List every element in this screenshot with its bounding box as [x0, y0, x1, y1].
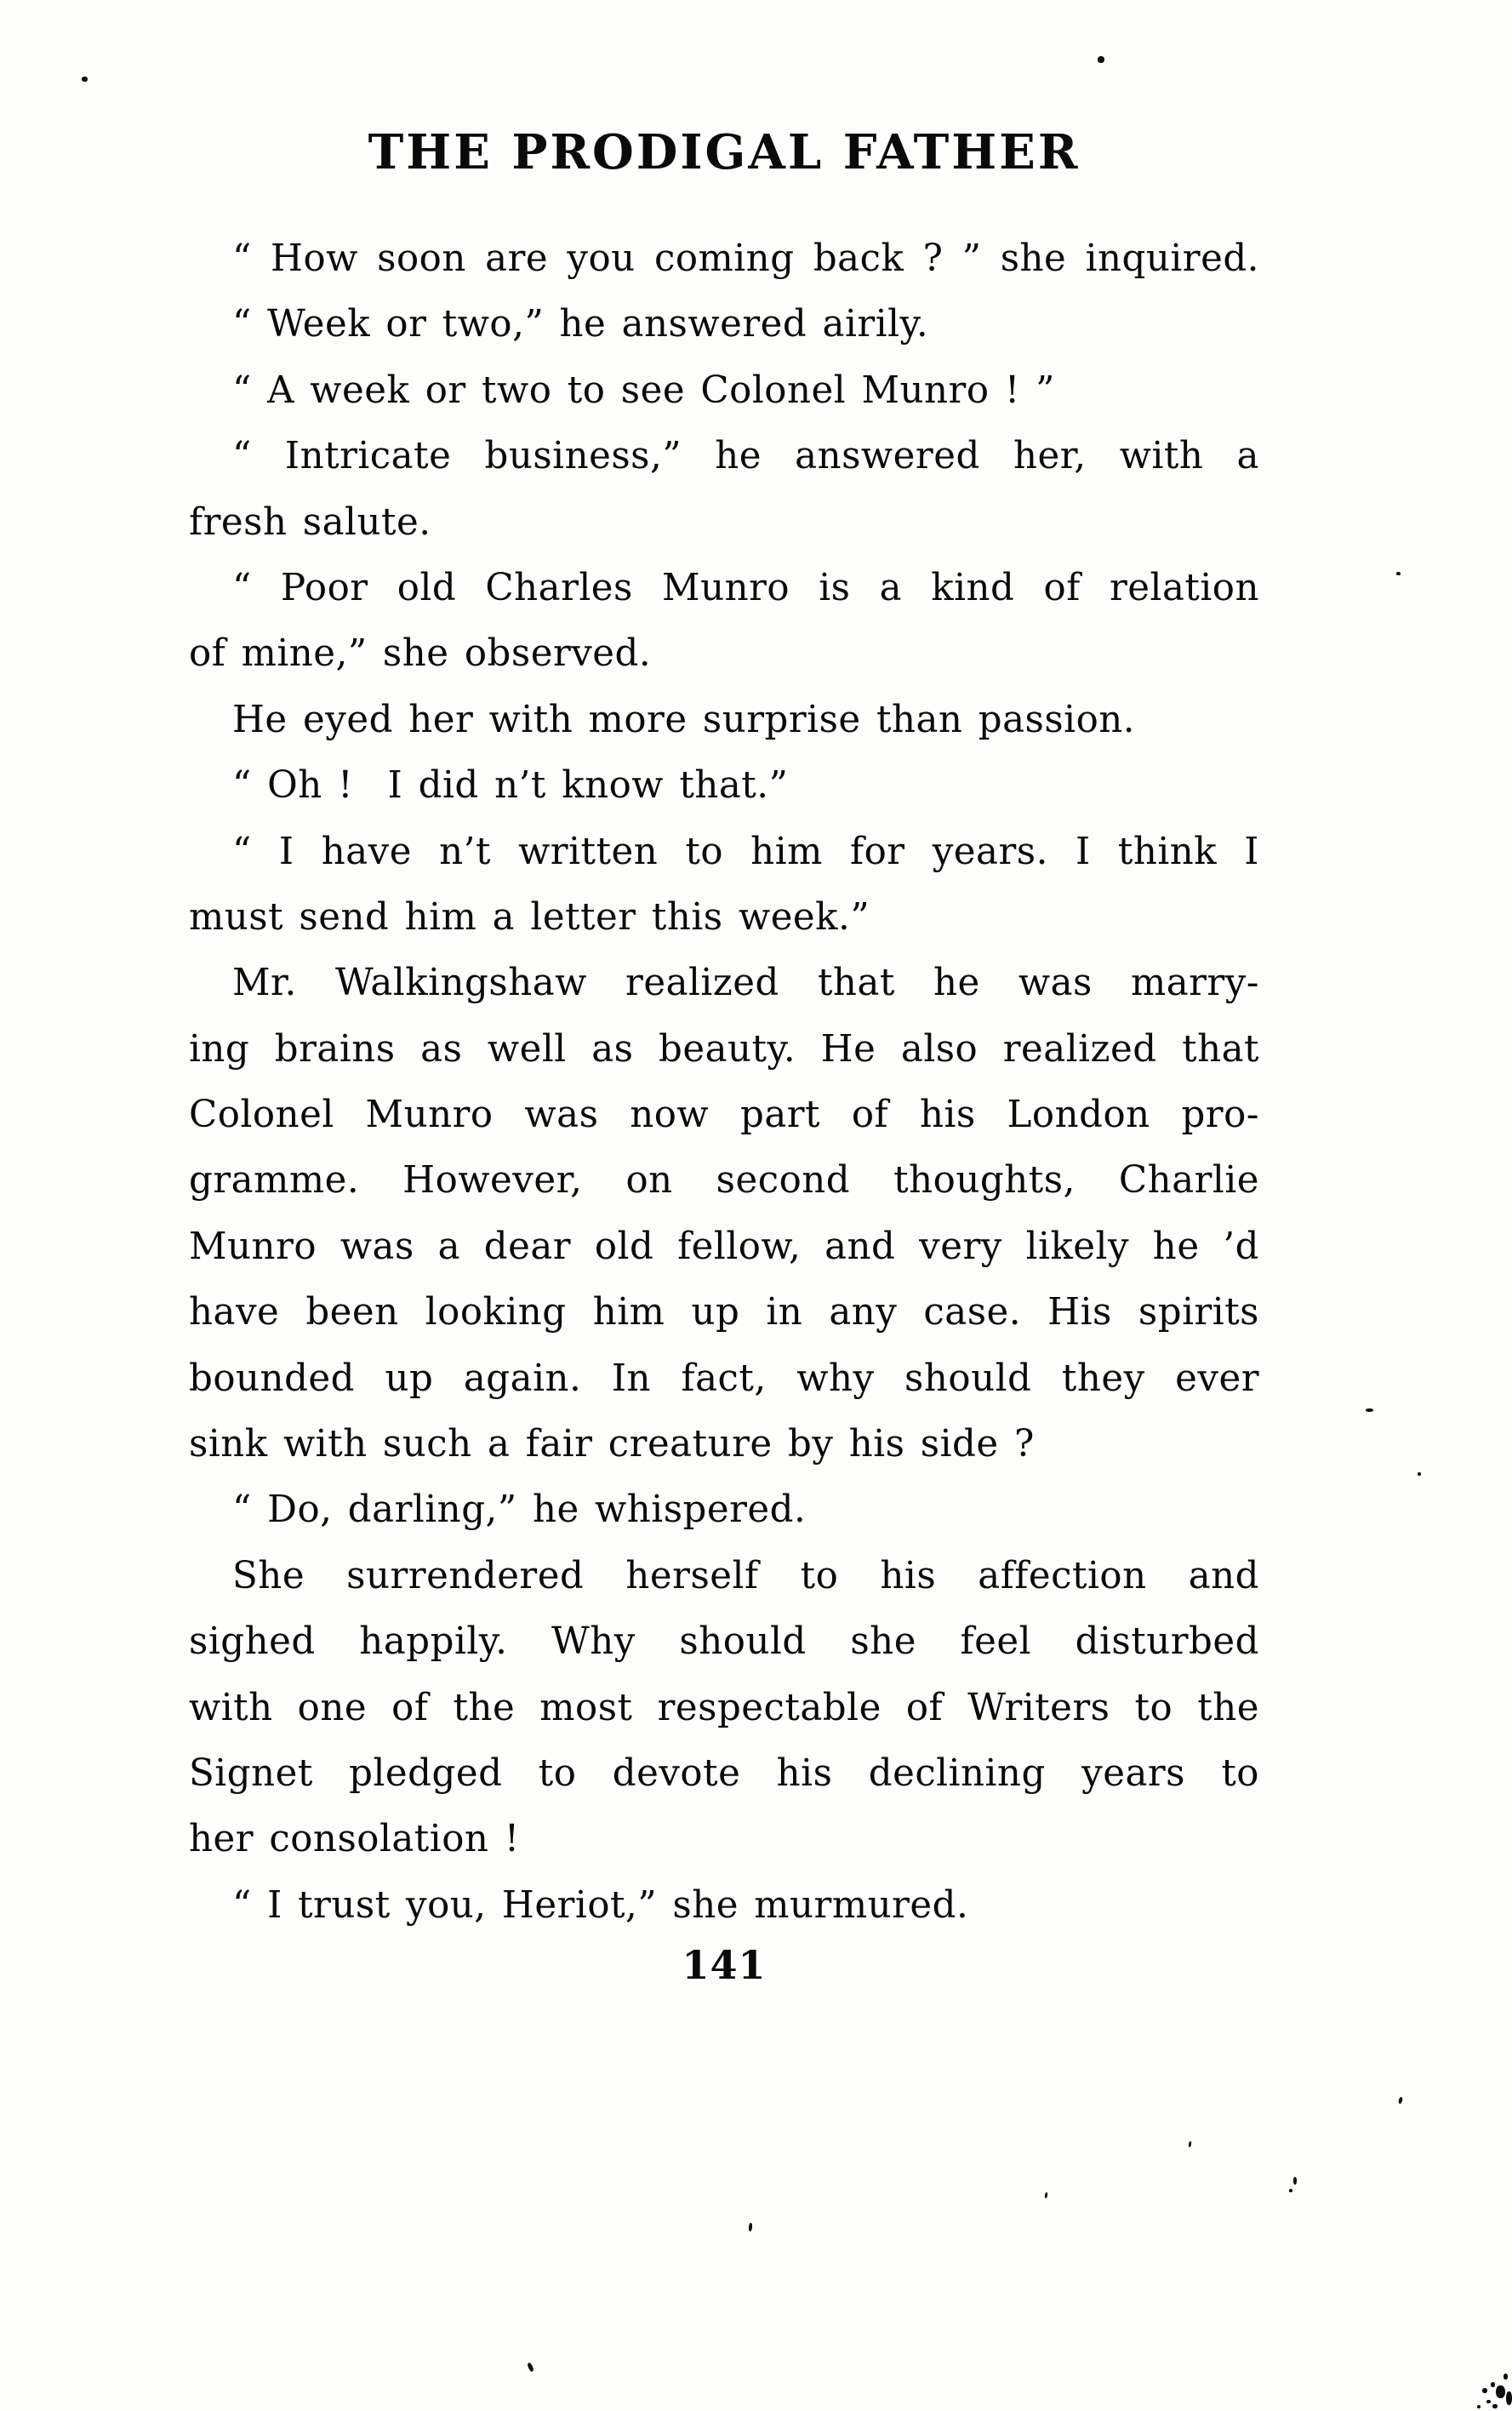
ink-speck	[1098, 56, 1104, 63]
ink-speck	[1293, 2177, 1297, 2185]
ink-speck	[1366, 1408, 1373, 1412]
text-line: her consolation !	[189, 1818, 520, 1861]
ink-speck	[1486, 2400, 1491, 2403]
ink-speck	[527, 2362, 534, 2372]
ink-speck	[1396, 572, 1401, 575]
ink-speck	[1477, 2405, 1481, 2408]
text-line: “ Oh ! I did n’t know that.”	[232, 764, 789, 808]
ink-speck	[1188, 2141, 1191, 2147]
text-line: “ I trust you, Heriot,” she murmured.	[232, 1883, 969, 1927]
page-title: THE PRODIGAL FATHER	[368, 124, 1081, 180]
text-line: “ How soon are you coming back ? ” she inquired.	[232, 237, 1259, 280]
text-line: “ A week or two to see Colonel Munro ! ”	[232, 369, 1055, 412]
page-number: 141	[682, 1942, 767, 1988]
text-line: Munro was a dear old fellow, and very likely he ’d	[189, 1225, 1259, 1268]
text-line: must send him a letter this week.”	[189, 895, 870, 939]
text-line: have been looking him up in any case. His spirits	[189, 1291, 1259, 1334]
text-line: sink with such a fair creature by his side ?	[189, 1423, 1035, 1466]
text-line: of mine,” she observed.	[189, 632, 652, 676]
ink-speck	[749, 2223, 753, 2231]
ink-speck	[1503, 2374, 1508, 2380]
text-line: fresh salute.	[189, 500, 431, 544]
ink-speck	[1492, 2404, 1498, 2408]
ink-speck	[1398, 2097, 1403, 2105]
text-line: He eyed her with more surprise than passion.	[232, 698, 1136, 741]
ink-speck	[1506, 2391, 1512, 2405]
ink-speck	[1491, 2382, 1495, 2387]
text-line: “ Do, darling,” he whispered.	[232, 1488, 807, 1532]
text-line: bounded up again. In fact, why should they ever	[189, 1357, 1259, 1400]
text-line: “ Intricate business,” he answered her, with a	[232, 435, 1259, 478]
text-line: Mr. Walkingshaw realized that he was marry-	[232, 962, 1259, 1005]
ink-speck	[1496, 2385, 1505, 2398]
text-line: She surrendered herself to his affection and	[232, 1554, 1259, 1597]
text-line: with one of the most respectable of Writers to the	[189, 1686, 1259, 1729]
text-line: sighed happily. Why should she feel disturbed	[189, 1620, 1259, 1664]
text-line: ing brains as well as beauty. He also realized that	[189, 1027, 1259, 1071]
ink-speck	[1044, 2192, 1047, 2198]
text-block	[189, 226, 1259, 1939]
text-line: gramme. However, on second thoughts, Charlie	[189, 1159, 1259, 1203]
text-line: Colonel Munro was now part of his London pro-	[189, 1094, 1259, 1137]
ink-speck	[1418, 1472, 1421, 1476]
text-line: “ Week or two,” he answered airily.	[232, 303, 929, 346]
text-line: Signet pledged to devote his declining years to	[189, 1751, 1259, 1795]
ink-speck	[82, 77, 88, 82]
text-line: “ I have n’t written to him for years. I think I	[232, 830, 1259, 873]
text-line: “ Poor old Charles Munro is a kind of relation	[232, 566, 1259, 609]
ink-speck	[1482, 2388, 1487, 2393]
ink-speck	[1289, 2189, 1292, 2192]
